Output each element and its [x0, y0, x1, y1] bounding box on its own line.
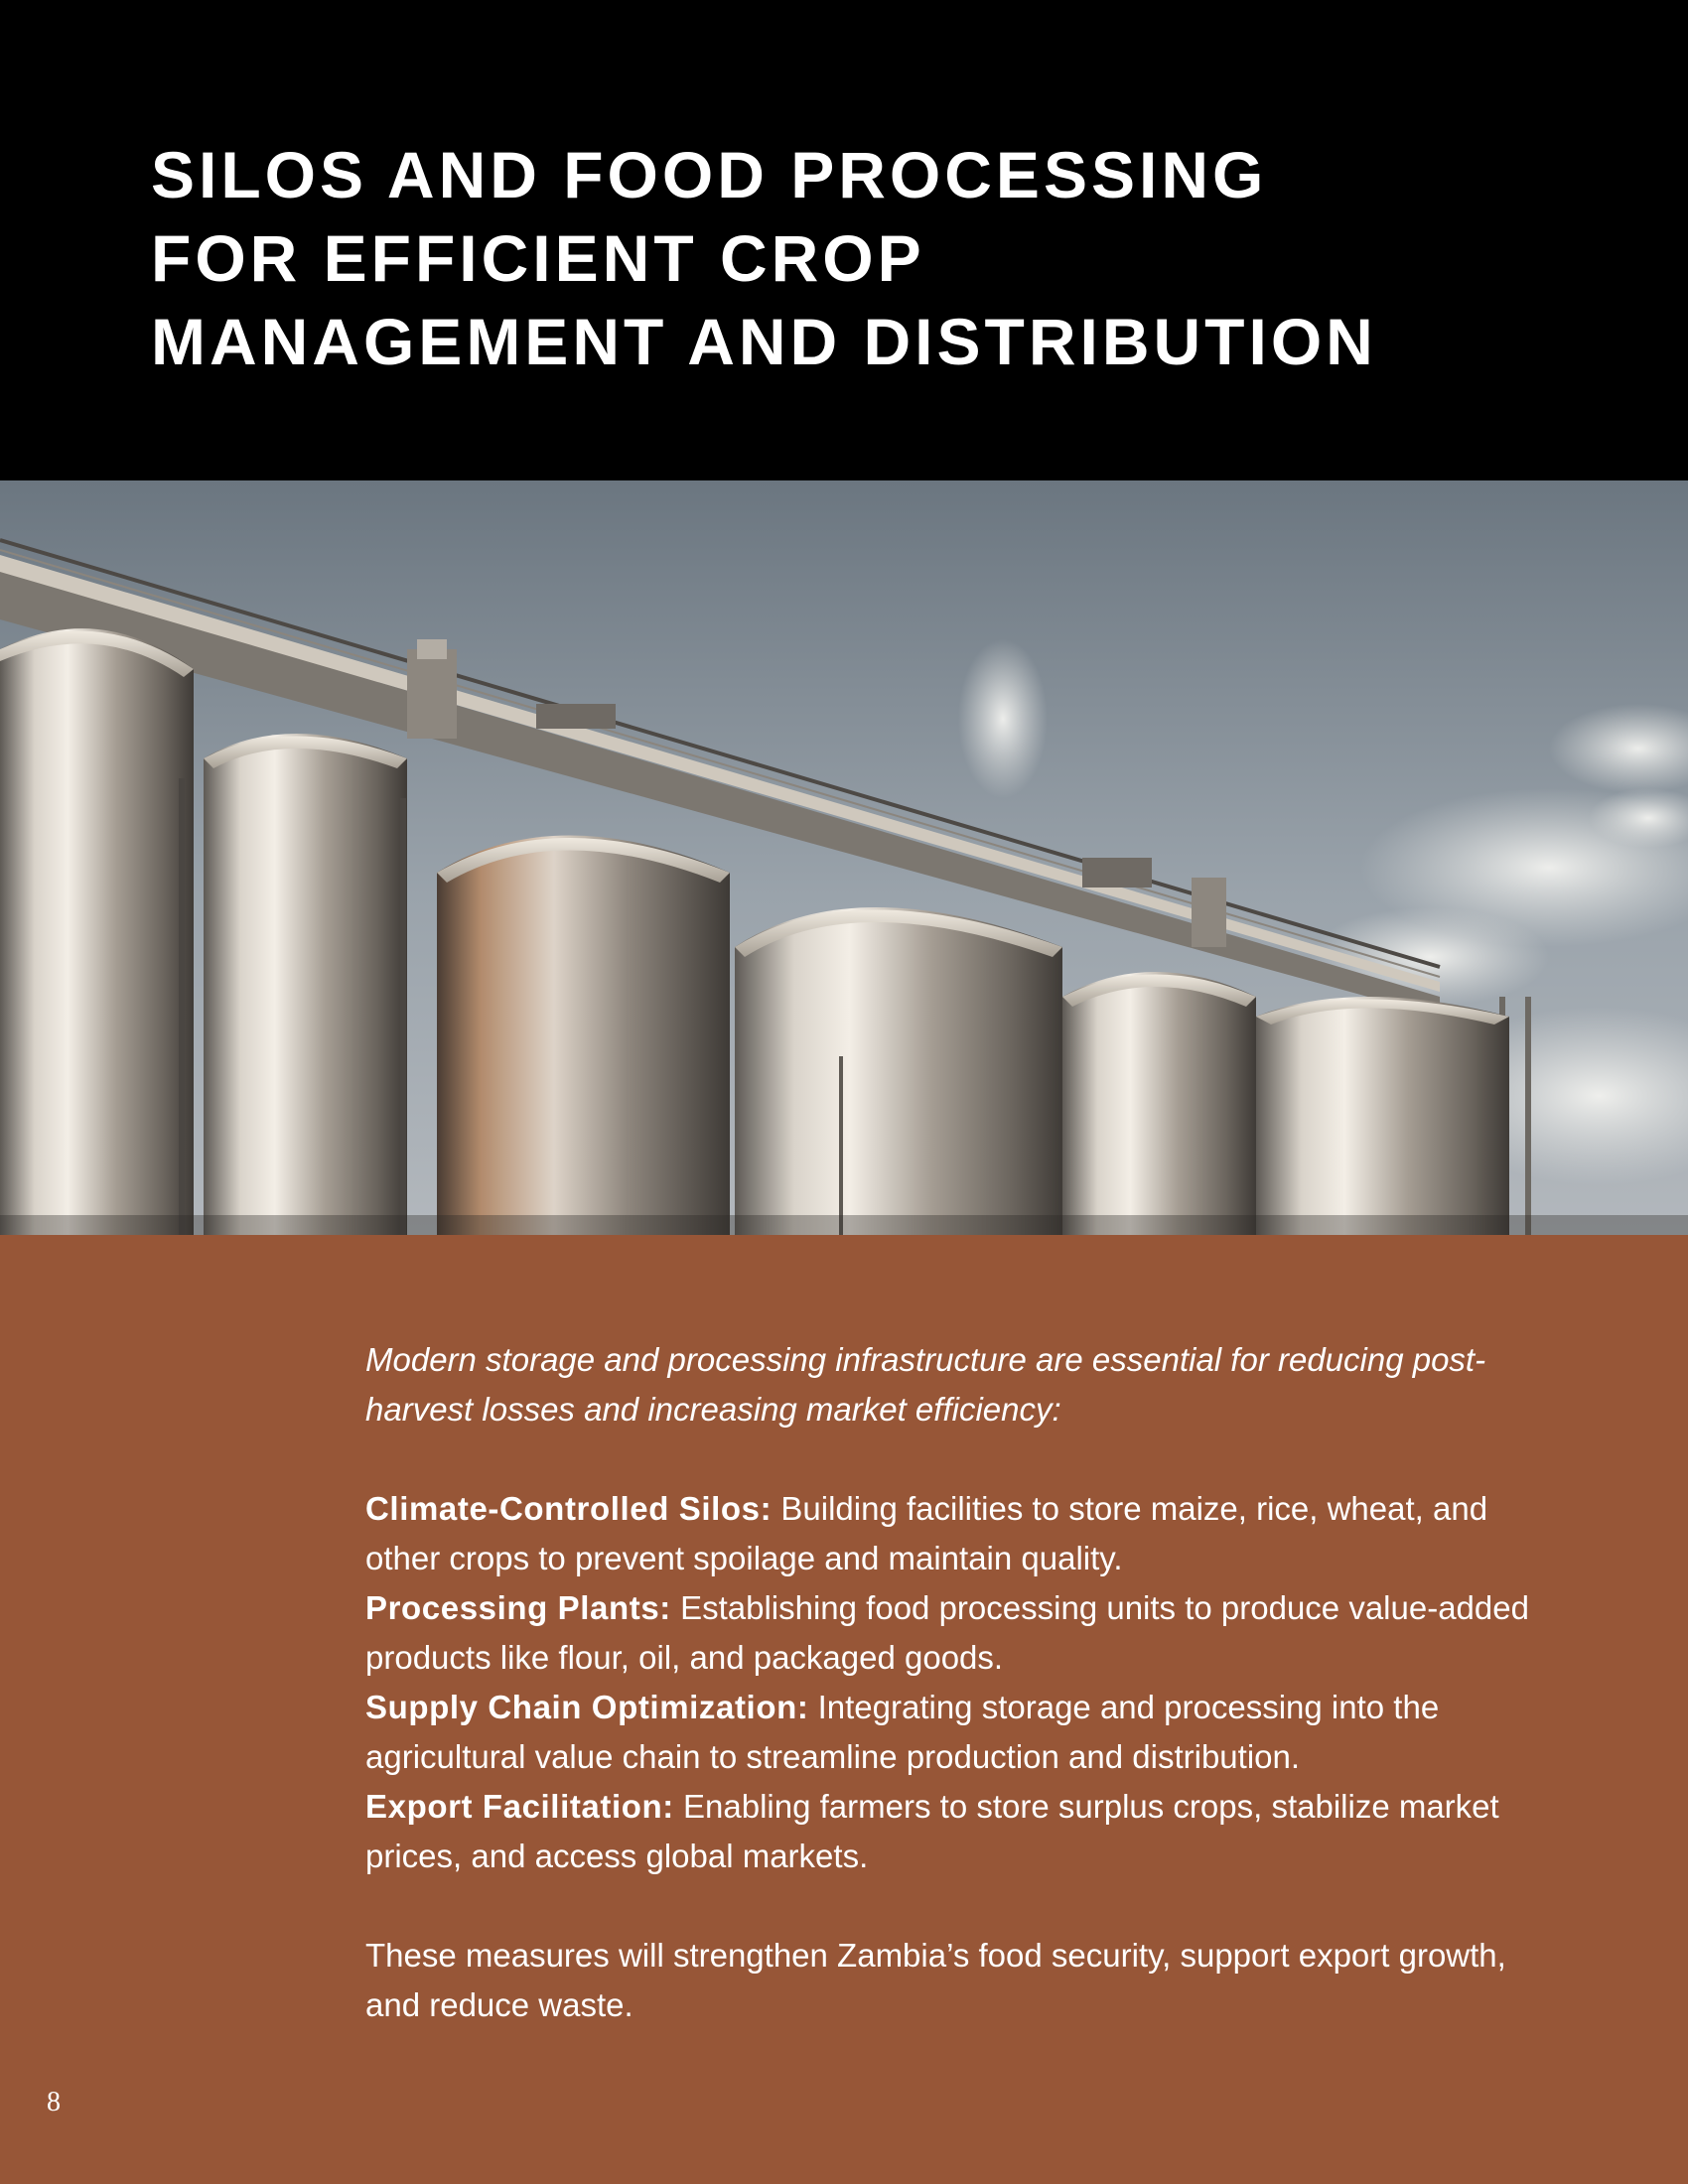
item-term: Processing Plants:	[365, 1589, 671, 1626]
page-title-line-1: SILOS AND FOOD PROCESSING	[151, 138, 1268, 211]
item-text: Establishing food processing units to produce value-added products like flour, oil, and packaged goods.	[365, 1589, 1529, 1676]
item-term: Supply Chain Optimization:	[365, 1689, 809, 1725]
spacer	[365, 1881, 1557, 1931]
list-item	[365, 1484, 1557, 1583]
intro-paragraph: Modern storage and processing infrastructure are essential for reducing post-harvest losses and increasing market efficiency:	[365, 1341, 1486, 1428]
item-term: Export Facilitation:	[365, 1788, 674, 1825]
silos-photo	[0, 480, 1688, 1235]
list-item	[365, 1782, 1557, 1881]
page-title-line-2: FOR EFFICIENT CROP	[151, 221, 925, 295]
spacer	[365, 1434, 1557, 1484]
list-item	[365, 1583, 1557, 1683]
item-term: Climate-Controlled Silos:	[365, 1490, 773, 1527]
item-text: Building facilities to store maize, rice, wheat, and other crops to prevent spoilage and maintain quality.	[365, 1490, 1488, 1576]
item-text: Integrating storage and processing into the agricultural value chain to streamline production and distribution.	[365, 1689, 1440, 1775]
header-band	[0, 0, 1688, 480]
page-title	[151, 133, 1601, 383]
page-number: 8	[47, 2087, 61, 2117]
content-section	[365, 1335, 1557, 2030]
list-item	[365, 1683, 1557, 1782]
page-title-line-3: MANAGEMENT AND DISTRIBUTION	[151, 305, 1377, 378]
item-text: Enabling farmers to store surplus crops, stabilize market prices, and access global markets.	[365, 1788, 1499, 1874]
conclusion-paragraph: These measures will strengthen Zambia’s food security, support export growth, and reduce waste.	[365, 1937, 1506, 2023]
